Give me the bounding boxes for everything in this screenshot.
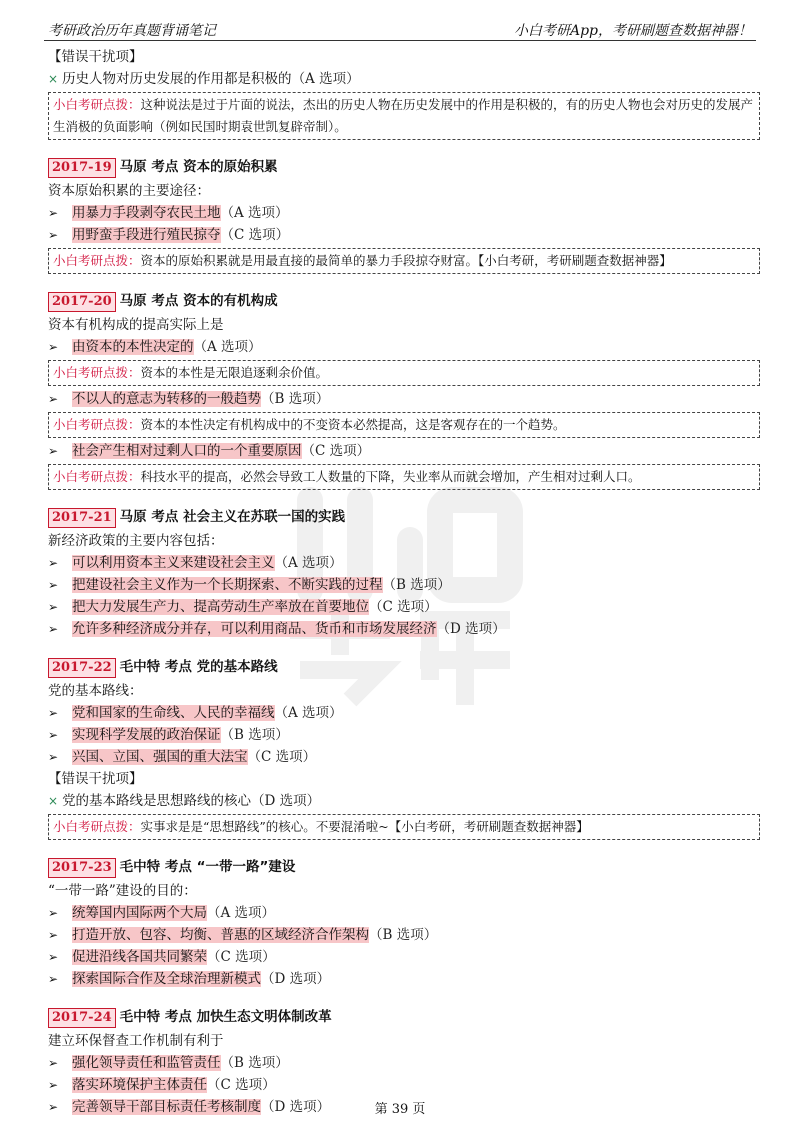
arrow-bullet-icon: ➢ [48, 1056, 59, 1070]
arrow-bullet-icon: ➢ [48, 728, 59, 742]
question-id: 2017-24 [48, 1008, 116, 1028]
list-item: ➢ 社会产生相对过剩人口的一个重要原因（C 选项） [48, 440, 760, 462]
question-id: 2017-21 [48, 508, 116, 528]
section-heading [48, 856, 760, 880]
arrow-bullet-icon: ➢ [48, 556, 59, 570]
tip-box [48, 248, 760, 274]
section-title: 马原 考点 社会主义在苏联一国的实践 [119, 509, 346, 525]
list-item: ➢ 促进沿线各国共同繁荣（C 选项） [48, 946, 760, 968]
arrow-bullet-icon: ➢ [48, 706, 59, 720]
distractor-heading: 【错误干扰项】 [48, 49, 143, 65]
arrow-bullet-icon: ➢ [48, 1100, 59, 1114]
list-item: ➢ 用暴力手段剥夺农民土地（A 选项） [48, 202, 760, 224]
section-lead: 资本原始积累的主要途径： [48, 183, 210, 199]
question-id: 2017-20 [48, 292, 116, 312]
tip-box [48, 92, 760, 140]
section-lead: 新经济政策的主要内容包括： [48, 533, 224, 549]
tip-box [48, 464, 760, 490]
tip-label: 小白考研点拨： [53, 365, 141, 380]
question-id: 2017-22 [48, 658, 116, 678]
header-app-slogan: 小白考研App，考研刷题查数据神器！ [513, 23, 752, 39]
page-content [48, 46, 760, 1118]
arrow-bullet-icon: ➢ [48, 750, 59, 764]
arrow-bullet-icon: ➢ [48, 444, 59, 458]
tip-text: 实事求是是“思想路线”的核心。不要混淆啦~【小白考研，考研刷题查数据神器】 [140, 819, 589, 834]
arrow-bullet-icon: ➢ [48, 906, 59, 920]
question-id: 2017-23 [48, 858, 116, 878]
tip-box [48, 360, 760, 386]
list-item: ➢ 不以人的意志为转移的一般趋势（B 选项） [48, 388, 760, 410]
arrow-bullet-icon: ➢ [48, 928, 59, 942]
section-lead: 建立环保督查工作机制有利于 [48, 1033, 224, 1049]
list-item: ➢ 允许多种经济成分并存，可以利用商品、货币和市场发展经济（D 选项） [48, 618, 760, 640]
list-item: ➢ 可以利用资本主义来建设社会主义（A 选项） [48, 552, 760, 574]
page-header [44, 18, 756, 41]
section-heading [48, 156, 760, 180]
tip-text: 科技水平的提高，必然会导致工人数量的下降，失业率从而就会增加，产生相对过剩人口。 [140, 469, 641, 484]
tip-label: 小白考研点拨： [53, 97, 141, 112]
list-item: ➢ 统筹国内国际两个大局（A 选项） [48, 902, 760, 924]
tip-label: 小白考研点拨： [53, 417, 141, 432]
section-heading [48, 506, 760, 530]
list-item: ➢ 强化领导责任和监管责任（B 选项） [48, 1052, 760, 1074]
section-heading [48, 1006, 760, 1030]
tip-label: 小白考研点拨： [53, 253, 141, 268]
arrow-bullet-icon: ➢ [48, 206, 59, 220]
list-item: ➢ 兴国、立国、强国的重大法宝（C 选项） [48, 746, 760, 768]
tip-label: 小白考研点拨： [53, 819, 141, 834]
arrow-bullet-icon: ➢ [48, 392, 59, 406]
arrow-bullet-icon: ➢ [48, 622, 59, 636]
cross-icon: × [48, 72, 59, 86]
arrow-bullet-icon: ➢ [48, 1078, 59, 1092]
section-title: 马原 考点 资本的有机构成 [119, 293, 278, 309]
question-id: 2017-19 [48, 158, 116, 178]
wrong-item: × 党的基本路线是思想路线的核心（D 选项） [48, 793, 321, 809]
list-item: ➢ 完善领导干部目标责任考核制度（D 选项） [48, 1096, 760, 1118]
section-heading [48, 290, 760, 314]
section-lead: 党的基本路线： [48, 683, 143, 699]
page-number: 第 39 页 [374, 1102, 426, 1117]
tip-box [48, 412, 760, 438]
wrong-item: × 历史人物对历史发展的作用都是积极的（A 选项） [48, 71, 360, 87]
section-title: 毛中特 考点 党的基本路线 [119, 659, 278, 675]
list-item: ➢ 由资本的本性决定的（A 选项） [48, 336, 760, 358]
tip-text: 资本的本性是无限追逐剩余价值。 [140, 365, 329, 380]
arrow-bullet-icon: ➢ [48, 340, 59, 354]
section-lead: 资本有机构成的提高实际上是 [48, 317, 224, 333]
arrow-bullet-icon: ➢ [48, 578, 59, 592]
list-item: ➢ 把大力发展生产力、提高劳动生产率放在首要地位（C 选项） [48, 596, 760, 618]
section-title: 马原 考点 资本的原始积累 [119, 159, 278, 175]
tip-text: 这种说法是过于片面的说法，杰出的历史人物在历史发展中的作用是积极的，有的历史人物也会对历史的发展产生消极的负面影响（例如民国时期袁世凯复辟帝制）。 [53, 97, 754, 134]
tip-label: 小白考研点拨： [53, 469, 141, 484]
arrow-bullet-icon: ➢ [48, 228, 59, 242]
tip-text: 资本的原始积累就是用最直接的最简单的暴力手段掠夺财富。【小白考研，考研刷题查数据神器】 [140, 253, 672, 268]
distractor-heading: 【错误干扰项】 [48, 771, 143, 787]
header-title: 考研政治历年真题背诵笔记 [48, 23, 216, 39]
section-title: 毛中特 考点 加快生态文明体制改革 [119, 1009, 332, 1025]
tip-text: 资本的本性决定有机构成中的不变资本必然提高，这是客观存在的一个趋势。 [140, 417, 566, 432]
arrow-bullet-icon: ➢ [48, 950, 59, 964]
list-item: ➢ 实现科学发展的政治保证（B 选项） [48, 724, 760, 746]
tip-box [48, 814, 760, 840]
list-item: ➢ 落实环境保护主体责任（C 选项） [48, 1074, 760, 1096]
cross-icon: × [48, 794, 59, 808]
list-item: ➢ 探索国际合作及全球治理新模式（D 选项） [48, 968, 760, 990]
list-item: ➢ 党和国家的生命线、人民的幸福线（A 选项） [48, 702, 760, 724]
section-heading [48, 656, 760, 680]
section-lead: “一带一路”建设的目的： [48, 883, 197, 899]
list-item: ➢ 打造开放、包容、均衡、普惠的区域经济合作架构（B 选项） [48, 924, 760, 946]
list-item: ➢ 用野蛮手段进行殖民掠夺（C 选项） [48, 224, 760, 246]
section-title: 毛中特 考点 “一带一路”建设 [119, 859, 296, 875]
arrow-bullet-icon: ➢ [48, 972, 59, 986]
arrow-bullet-icon: ➢ [48, 600, 59, 614]
list-item: ➢ 把建设社会主义作为一个长期探索、不断实践的过程（B 选项） [48, 574, 760, 596]
